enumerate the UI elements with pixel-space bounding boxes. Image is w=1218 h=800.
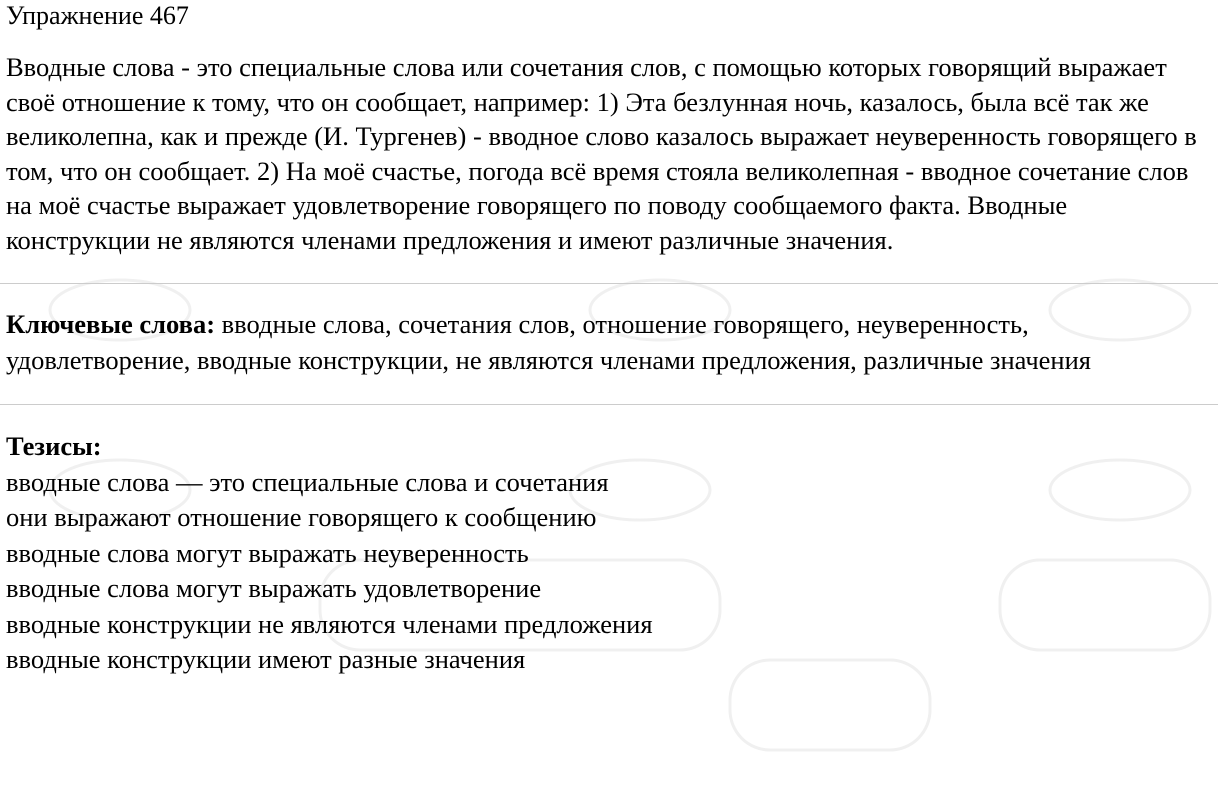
keywords-section [6, 306, 1198, 378]
theses-section [6, 429, 1212, 678]
thesis-item: вводные конструкции имеют разные значения [6, 644, 526, 674]
thesis-item: они выражают отношение говорящего к сообщению [6, 502, 597, 532]
thesis-item: вводные слова — это специальные слова и сочетания [6, 466, 609, 497]
divider [0, 283, 1218, 284]
thesis-item: вводные конструкции не являются членами предложения [6, 608, 653, 639]
explanation-paragraph: Вводные слова - это специальные слова или сочетания слов, с помощью которых говорящий выражает своё отношение к тому, что он сообщает, например: 1) Эта безлунная ночь, казалось, была всё так же великолепна, как и прежде (И. Тургенев) - вводное слово казалось выражает неуверенность говорящего в том, что он сообщает. 2) На моё счастье, погода всё время стояла великолепная - вводное сочетание слов на моё счастье выражает удовлетворение говорящего по поводу сообщаемого факта. Вводные конструкции не являются членами предложения и имеют различные значения. [6, 52, 1197, 255]
thesis-item: вводные слова могут выражать неуверенность [6, 537, 529, 568]
exercise-title: Упражнение 467 [6, 1, 189, 30]
keywords-text: вводные слова, сочетания слов, отношение говорящего, неуверенность, удовлетворение, вводные конструкции, не являются членами предложения, различные значения [6, 309, 1091, 375]
thesis-item: вводные слова могут выражать удовлетворение [6, 573, 542, 603]
theses-label: Тезисы: [6, 431, 102, 461]
keywords-label: Ключевые слова: [6, 309, 216, 339]
divider [0, 404, 1218, 405]
